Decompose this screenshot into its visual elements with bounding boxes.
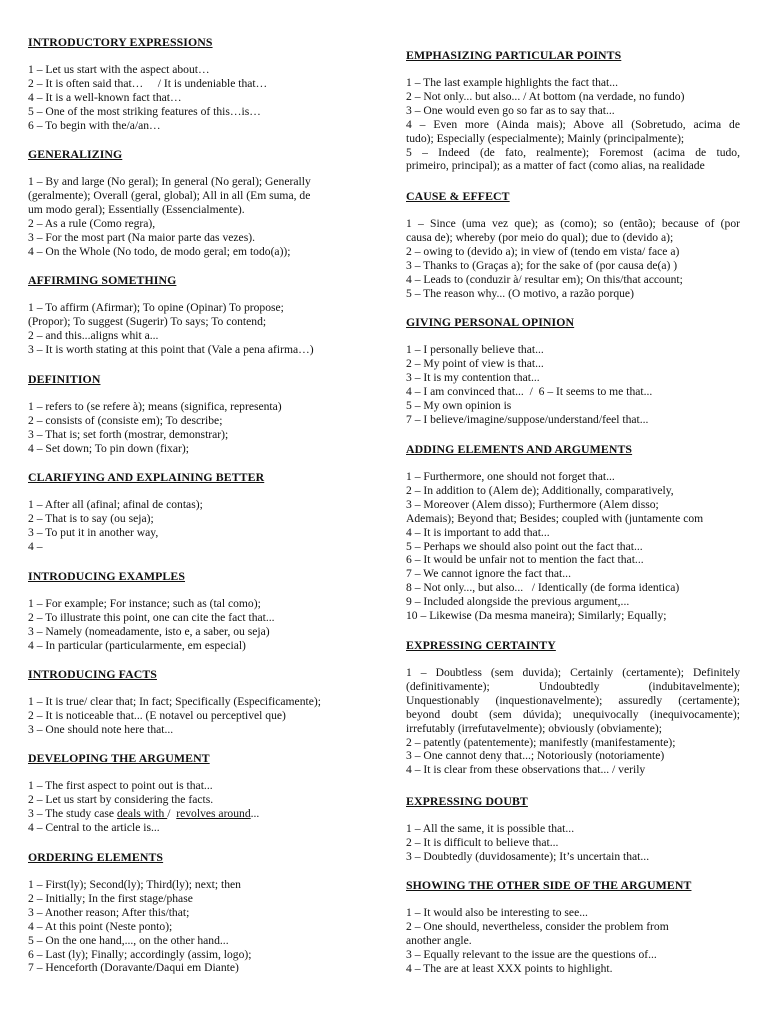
list-item: 5 – Indeed (de fato, realmente); Foremost (acima de tudo, (406, 145, 740, 159)
list-item: tudo); Especially (especialmente); Mainly (principalmente); (406, 131, 685, 145)
list-item (28, 807, 358, 821)
list-item: (definitivamente); Undoubtedly (indubitavelmente); (406, 679, 740, 693)
section-adding-elements-and-arguments (406, 442, 740, 623)
section-cause-and-effect (406, 189, 740, 300)
section-heading: GIVING PERSONAL OPINION (406, 315, 575, 329)
item-prefix: 3 – The study case (28, 806, 117, 820)
section-heading: CLARIFYING AND EXPLAINING BETTER (28, 470, 265, 484)
list-item: irrefutably (irrefutavelmente); obviously (obviamente); (406, 721, 662, 735)
list-item: 2 – patently (patentemente); manifestly (manifestamente); (406, 735, 676, 749)
list-item: 1 – Furthermore, one should not forget that... (406, 470, 615, 483)
section-introducing-examples (28, 569, 358, 653)
list-item: 1 – First(ly); Second(ly); Third(ly); next; then (28, 878, 241, 891)
list-item: 2 – owing to (devido a); in view of (tendo em vista/ face a) (406, 244, 680, 258)
list-item: 1 – The last example highlights the fact that... (406, 76, 618, 89)
list-item: 1 – The first aspect to point out is that... (28, 779, 213, 792)
list-item: 3 – Moreover (Alem disso); Furthermore (Alem disso; (406, 497, 659, 511)
list-item: 4 – It is a well-known fact that… (28, 90, 182, 104)
list-item: 4 – The are at least XXX points to highlight. (406, 961, 613, 975)
list-item: 5 – One of the most striking features of this…is… (28, 104, 261, 118)
list-item: primeiro, principal); as a matter of fact (como alias, na realidade (406, 159, 705, 173)
section-generalizing (28, 147, 358, 258)
list-item: 3 – Namely (nomeadamente, isto e, a saber, ou seja) (28, 624, 270, 638)
section-items (28, 597, 358, 653)
section-definition (28, 372, 358, 456)
section-emphasizing-particular-points (406, 48, 740, 173)
list-item: um modo geral); Essentially (Essencialmente). (28, 202, 245, 216)
list-item: 1 – For example; For instance; such as (tal como); (28, 597, 261, 610)
list-item: 4 – On the Whole (No todo, de modo geral; em todo(a)); (28, 244, 291, 258)
section-items (28, 301, 358, 357)
list-item: (geralmente); Overall (geral, global); All in all (Em suma, de (28, 188, 311, 202)
list-item: 1 – It would also be interesting to see... (406, 906, 588, 919)
list-item: 6 – To begin with the/a/an… (28, 118, 161, 132)
list-item: 2 – It is difficult to believe that... (406, 835, 559, 849)
list-item: 1 – All the same, it is possible that... (406, 822, 575, 835)
section-introductory-expressions (28, 35, 358, 133)
section-heading: SHOWING THE OTHER SIDE OF THE ARGUMENT (406, 878, 692, 892)
list-item: 1 – Doubtless (sem duvida); Certainly (certamente); Definitely (406, 666, 740, 679)
list-item: causa de); whereby (por meio do qual); due to (devido a); (406, 230, 674, 244)
list-item: another angle. (406, 933, 472, 947)
list-item: 4 – Leads to (conduzir à/ resultar em); On this/that account; (406, 272, 683, 286)
section-items (28, 878, 358, 975)
section-heading: DEVELOPING THE ARGUMENT (28, 751, 210, 765)
list-item: 2 – To illustrate this point, one can cite the fact that... (28, 610, 275, 624)
section-heading: EMPHASIZING PARTICULAR POINTS (406, 48, 622, 62)
list-item: 4 – Central to the article is... (28, 820, 160, 834)
section-expressing-doubt (406, 794, 740, 864)
section-expressing-certainty (406, 638, 740, 777)
list-item: 3 – It is worth stating at this point that (Vale a pena afirma…) (28, 342, 314, 356)
list-item: 7 – I believe/imagine/suppose/understand/feel that... (406, 412, 649, 426)
section-heading: EXPRESSING CERTAINTY (406, 638, 556, 652)
section-clarifying-and-explaining-better (28, 470, 358, 554)
list-item: 4 – Set down; To pin down (fixar); (28, 441, 189, 455)
section-items (28, 175, 358, 258)
list-item: 4 – At this point (Neste ponto); (28, 919, 173, 933)
list-item: 3 – One would even go so far as to say that... (406, 103, 615, 117)
section-showing-the-other-side-of-the-argument (406, 878, 740, 976)
section-introducing-facts (28, 667, 358, 737)
list-item: 4 – It is important to add that... (406, 525, 550, 539)
list-item: 2 – In addition to (Alem de); Additionally, comparatively, (406, 483, 674, 497)
section-items (28, 779, 358, 835)
list-item: 1 – After all (afinal; afinal de contas); (28, 498, 203, 511)
section-items (406, 822, 740, 864)
list-item: 2 – Let us start by considering the facts. (28, 792, 214, 806)
section-giving-personal-opinion (406, 315, 740, 426)
list-item: 4 – Even more (Ainda mais); Above all (Sobretudo, acima de (406, 117, 740, 131)
list-item: 5 – Perhaps we should also point out the fact that... (406, 539, 643, 553)
section-items (406, 906, 740, 976)
list-item: 1 – I personally believe that... (406, 343, 544, 356)
list-item: 6 – Last (ly); Finally; accordingly (assim, logo); (28, 947, 252, 961)
list-item: Unquestionably (inquestionavelmente); assuredly (certamente); (406, 693, 740, 707)
section-items (28, 63, 358, 133)
list-item: Ademais); Beyond that; Besides; coupled with (juntamente com (406, 511, 704, 525)
list-item: 2 – As a rule (Como regra), (28, 216, 156, 230)
list-item: 5 – The reason why... (O motivo, a razão porque) (406, 286, 634, 300)
section-ordering-elements (28, 850, 358, 975)
list-item: 7 – Henceforth (Doravante/Daqui em Diante) (28, 961, 239, 975)
list-item: 1 – refers to (se refere à); means (significa, representa) (28, 400, 282, 413)
list-item: 1 – To affirm (Afirmar); To opine (Opinar) To propose; (28, 301, 284, 314)
list-item: 5 – On the one hand,..., on the other hand... (28, 933, 229, 947)
list-item: 3 – One cannot deny that...; Notoriously (notoriamente) (406, 749, 665, 763)
list-item: 1 – Let us start with the aspect about… (28, 63, 210, 76)
section-heading: INTRODUCTORY EXPRESSIONS (28, 35, 213, 49)
section-items (406, 343, 740, 426)
list-item: 2 – consists of (consiste em); To describe; (28, 413, 223, 427)
list-item: 8 – Not only..., but also... / Identically (de forma identica) (406, 581, 680, 595)
list-item: (Propor); To suggest (Sugerir) To says; To contend; (28, 314, 267, 328)
section-heading: CAUSE & EFFECT (406, 189, 510, 203)
list-item: 2 – It is noticeable that... (E notavel ou perceptivel que) (28, 708, 286, 722)
list-item: 3 – One should note here that... (28, 722, 174, 736)
item-suffix: ... (250, 806, 260, 820)
list-item: 2 – and this...aligns whit a... (28, 328, 159, 342)
item-separator: / (167, 806, 177, 820)
list-item: beyond doubt (sem dúvida); unequivocally (inequivocamente); (406, 707, 740, 721)
list-item: 2 – My point of view is that... (406, 356, 544, 370)
list-item: 3 – Another reason; After this/that; (28, 905, 190, 919)
section-items (406, 217, 740, 300)
list-item: 3 – It is my contention that... (406, 370, 540, 384)
list-item: 3 – Doubtedly (duvidosamente); It’s uncertain that... (406, 849, 650, 863)
list-item: 1 – By and large (No geral); In general (No geral); Generally (28, 175, 311, 188)
section-heading: EXPRESSING DOUBT (406, 794, 528, 808)
list-item: 3 – For the most part (Na maior parte das vezes). (28, 230, 255, 244)
list-item: 4 – In particular (particularmente, em especial) (28, 638, 246, 652)
list-item: 10 – Likewise (Da mesma maneira); Similarly; Equally; (406, 609, 667, 623)
list-item: 3 – That is; set forth (mostrar, demonstrar); (28, 427, 229, 441)
section-heading: ADDING ELEMENTS AND ARGUMENTS (406, 442, 633, 456)
list-item: 2 – That is to say (ou seja); (28, 511, 154, 525)
underlined-phrase: revolves around (176, 806, 251, 820)
list-item: 3 – Equally relevant to the issue are the questions of... (406, 947, 657, 961)
section-affirming-something (28, 273, 358, 357)
list-item: 2 – It is often said that… / It is undeniable that… (28, 76, 268, 90)
list-item: 1 – It is true/ clear that; In fact; Specifically (Especificamente); (28, 695, 321, 708)
list-item: 2 – One should, nevertheless, consider the problem from (406, 919, 669, 933)
list-item: 9 – Included alongside the previous argument,... (406, 595, 630, 609)
section-heading: INTRODUCING EXAMPLES (28, 569, 186, 583)
list-item: 1 – Since (uma vez que); as (como); so (então); because of (por (406, 217, 740, 230)
list-item: 2 – Initially; In the first stage/phase (28, 891, 193, 905)
list-item: 2 – Not only... but also... / At bottom (na verdade, no fundo) (406, 89, 685, 103)
list-item: 3 – Thanks to (Graças a); for the sake of (por causa de(a) ) (406, 258, 678, 272)
list-item: 4 – It is clear from these observations that... / verily (406, 763, 646, 777)
section-items (406, 470, 740, 623)
section-items (28, 695, 358, 737)
section-heading: DEFINITION (28, 372, 101, 386)
section-items (28, 498, 358, 554)
underlined-phrase: deals with (116, 806, 168, 820)
list-item: 4 – I am convinced that... / 6 – It seems to me that... (406, 384, 653, 398)
list-item: 7 – We cannot ignore the fact that... (406, 567, 571, 581)
section-heading: GENERALIZING (28, 147, 123, 161)
section-heading: ORDERING ELEMENTS (28, 850, 164, 864)
list-item: 6 – It would be unfair not to mention the fact that... (406, 553, 644, 567)
list-item: 3 – To put it in another way, (28, 525, 159, 539)
section-items (406, 76, 740, 173)
section-heading: INTRODUCING FACTS (28, 667, 157, 681)
list-item: 5 – My own opinion is (406, 398, 512, 412)
section-developing-the-argument (28, 751, 358, 835)
section-items (406, 666, 740, 777)
list-item: 4 – (28, 539, 43, 553)
section-items (28, 400, 358, 456)
section-heading: AFFIRMING SOMETHING (28, 273, 177, 287)
